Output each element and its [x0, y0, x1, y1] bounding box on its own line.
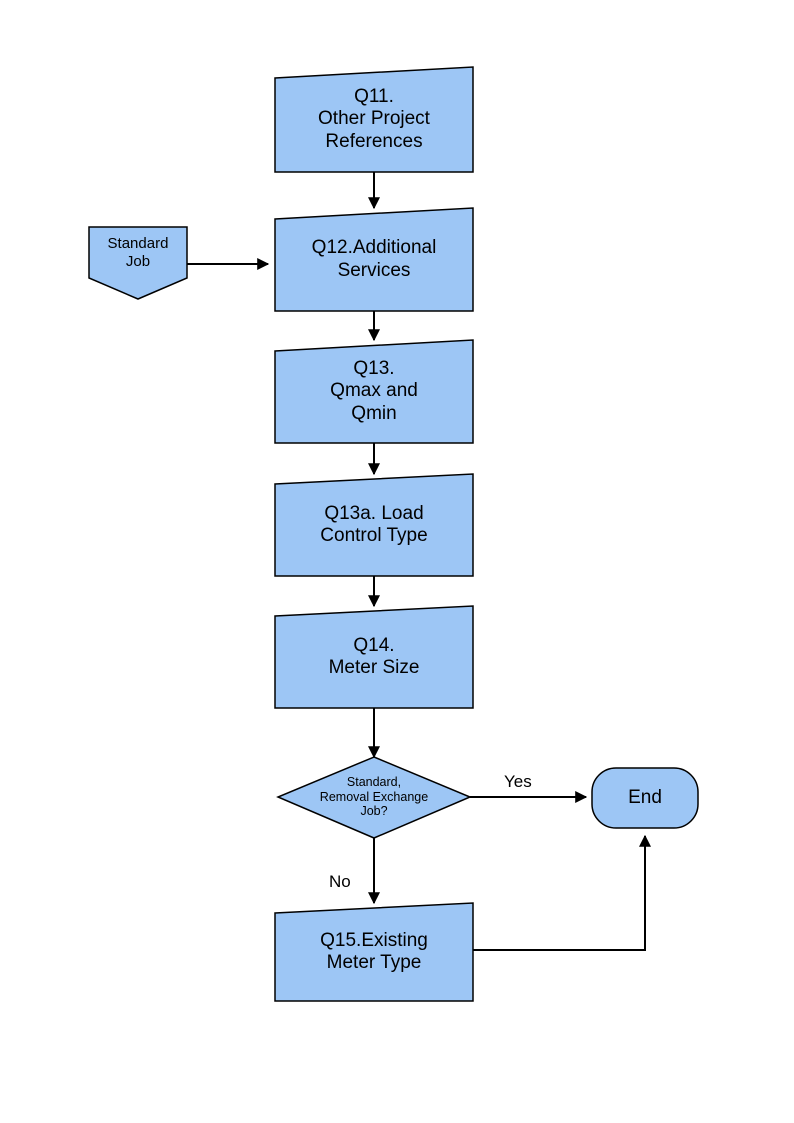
node-q13-label: Q13. Qmax and Qmin — [330, 357, 418, 424]
edge-label-no: No — [329, 872, 351, 891]
node-q11-label: Q11. Other Project References — [318, 85, 430, 152]
shape-decision — [278, 757, 470, 838]
edge-label-yes: Yes — [504, 772, 532, 791]
shape-q14 — [275, 606, 473, 708]
node-decision-label: Standard, Removal Exchange Job? — [319, 774, 429, 819]
connector-q15-end — [473, 836, 645, 950]
node-q14-label: Q14. Meter Size — [328, 634, 420, 678]
node-standard-job-label: Standard Job — [107, 235, 169, 270]
shape-q13a — [275, 474, 473, 576]
shape-q12 — [275, 208, 473, 311]
shape-end — [592, 768, 698, 828]
node-q13a-label: Q13a. Load Control Type — [320, 502, 428, 546]
shape-standard-job — [89, 227, 187, 299]
node-q15-label: Q15.Existing Meter Type — [320, 929, 428, 973]
shape-q15 — [275, 903, 473, 1001]
shape-q13 — [275, 340, 473, 443]
node-q12-label: Q12.Additional Services — [311, 237, 437, 281]
node-end-label: End — [628, 786, 662, 808]
shape-q11 — [275, 67, 473, 172]
